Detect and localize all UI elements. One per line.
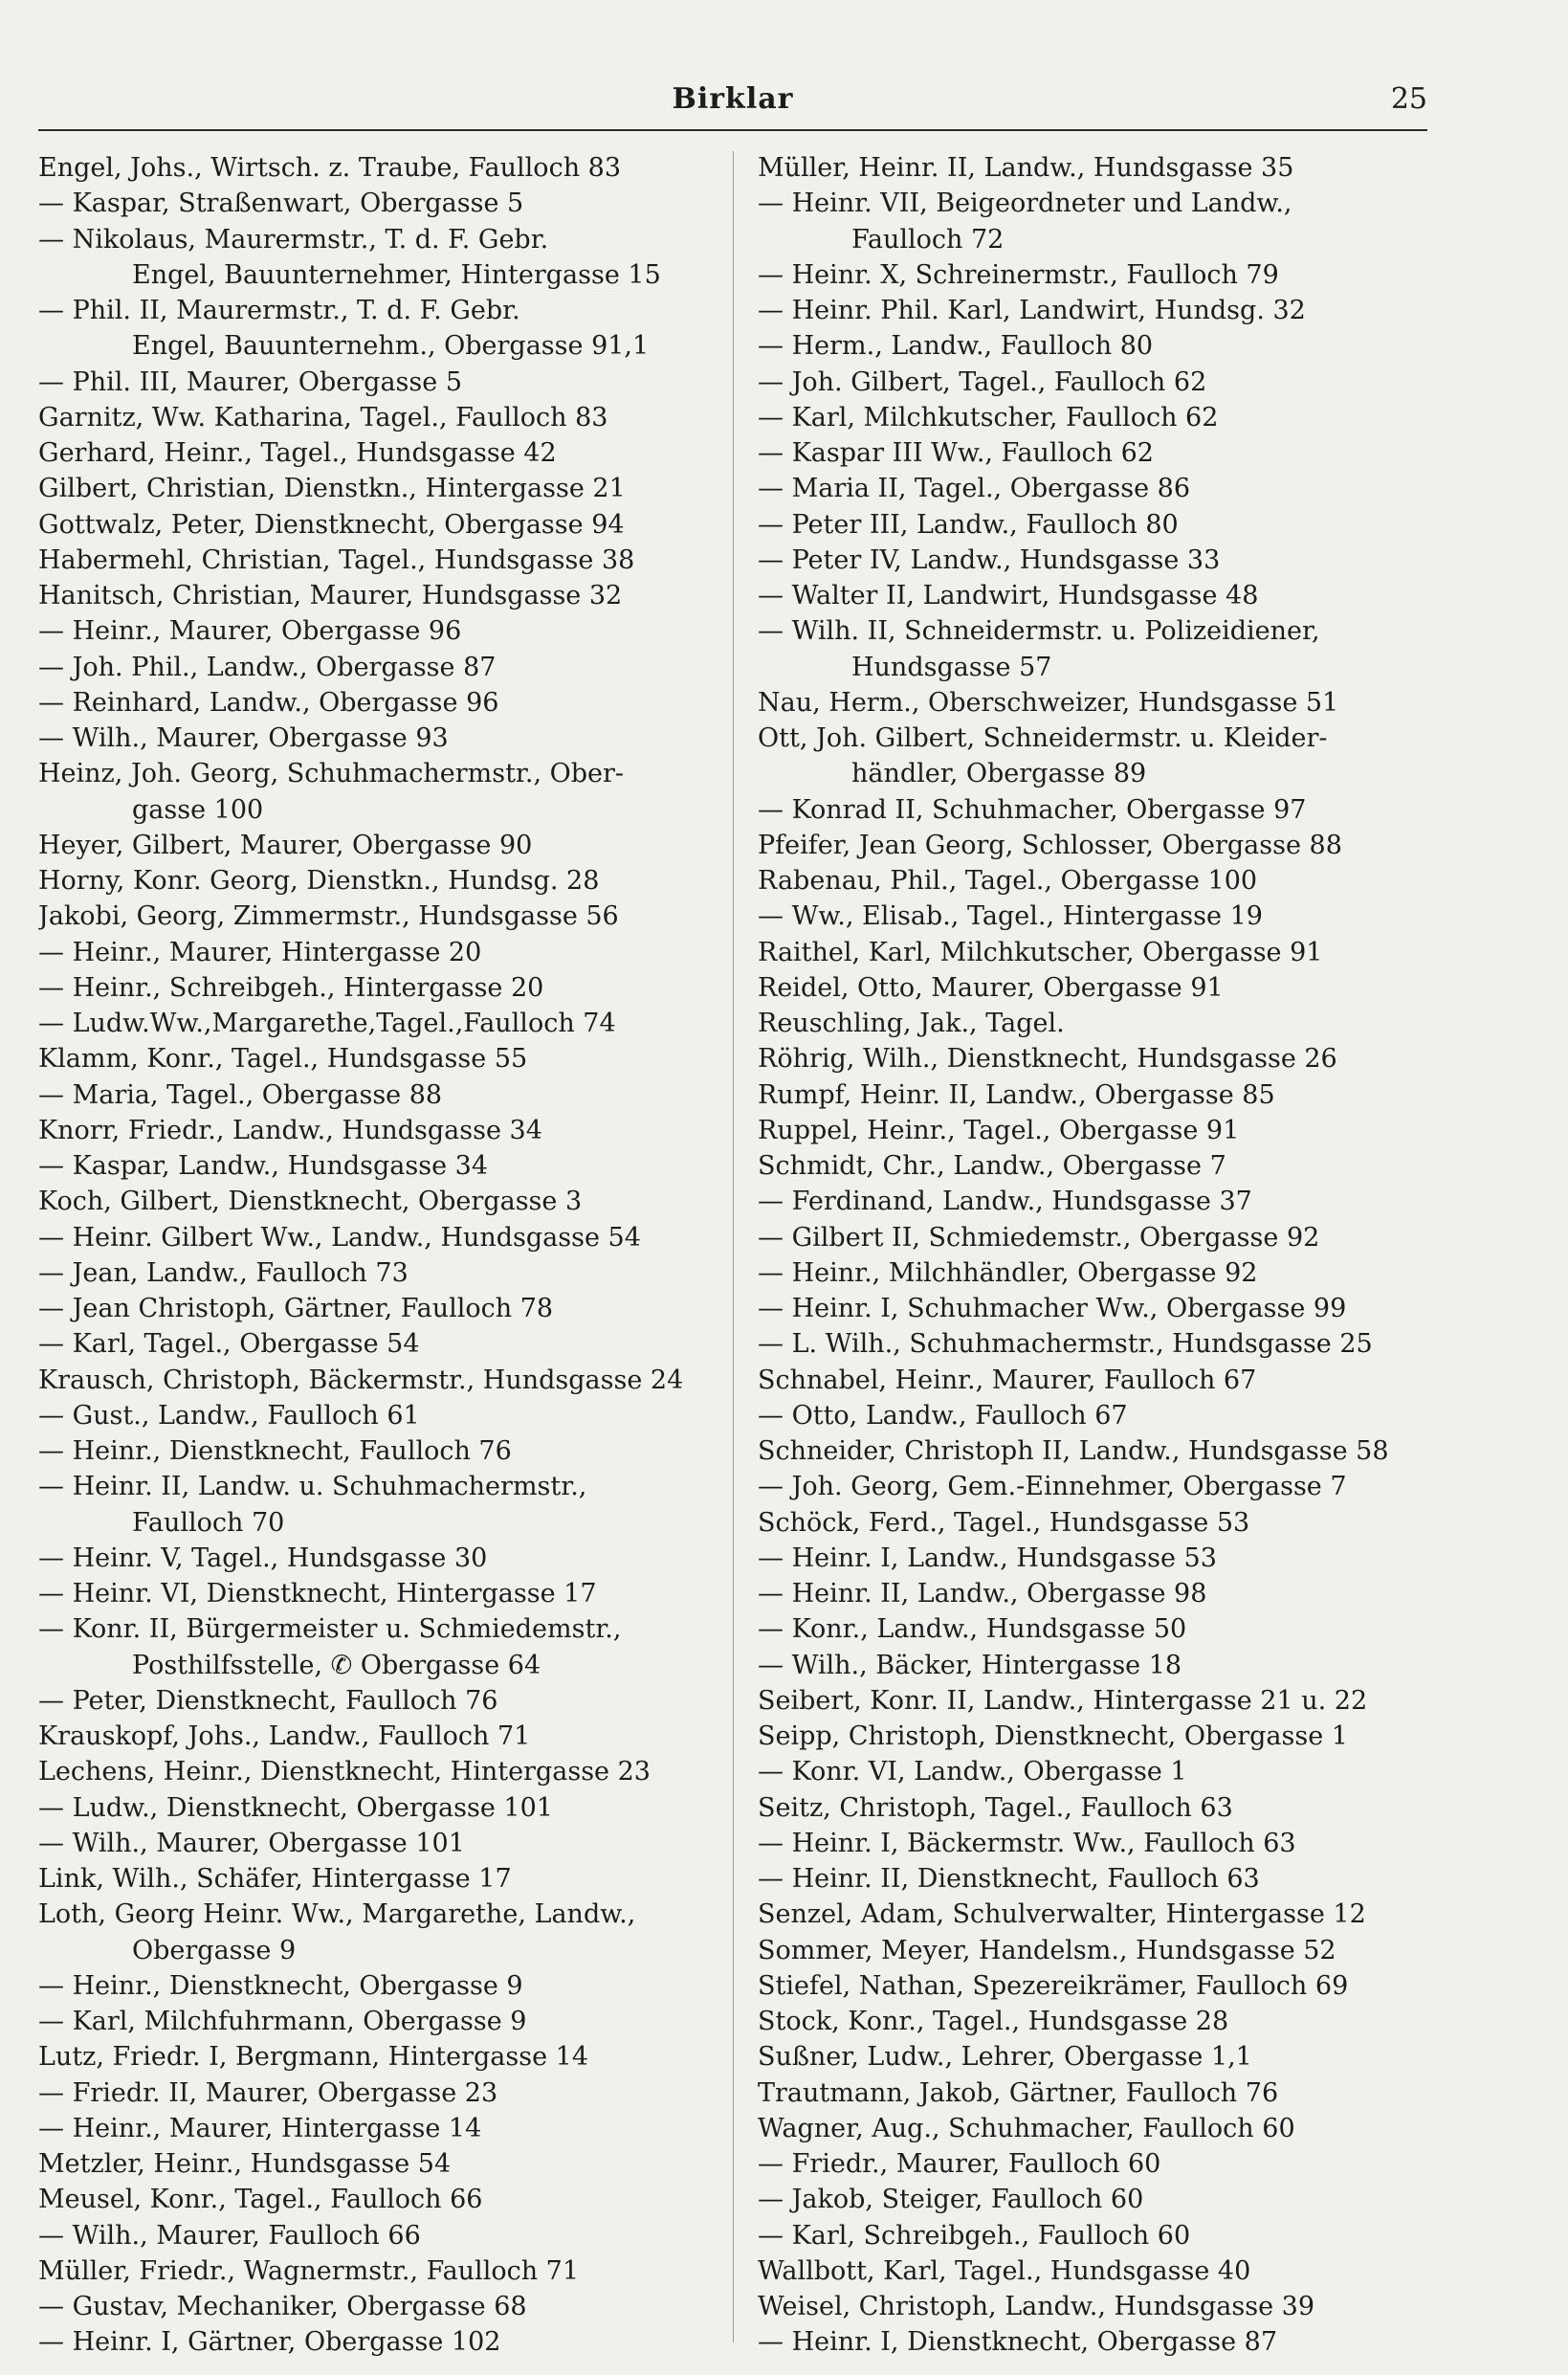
directory-entry-line: Sußner, Ludw., Lehrer, Obergasse 1,1: [758, 2042, 1252, 2073]
directory-entry-line: Rabenau, Phil., Tagel., Obergasse 100: [758, 866, 1258, 896]
directory-entry-line: Koch, Gilbert, Dienstknecht, Obergasse 3: [38, 1187, 583, 1217]
directory-entry-line: — Konrad II, Schuhmacher, Obergasse 97: [758, 794, 1307, 825]
directory-entry-line: Sommer, Meyer, Handelsm., Hundsgasse 52: [758, 1935, 1336, 1965]
directory-entry-line: — Nikolaus, Maurermstr., T. d. F. Gebr.: [38, 224, 549, 255]
directory-entry-line: Horny, Konr. Georg, Dienstkn., Hundsg. 28: [38, 866, 600, 896]
directory-entry-line: — Wilh., Maurer, Obergasse 93: [38, 723, 449, 753]
directory-entry-line: — Gilbert II, Schmiedemstr., Obergasse 92: [758, 1222, 1320, 1253]
directory-entry-line: Seibert, Konr. II, Landw., Hintergasse 21 u. 22: [758, 1685, 1368, 1716]
directory-entry-line: — Peter IV, Landw., Hundsgasse 33: [758, 544, 1221, 575]
directory-entry-line: — Heinr., Maurer, Hintergasse 14: [38, 2113, 482, 2143]
directory-entry-line: Weisel, Christoph, Landw., Hundsgasse 39: [758, 2292, 1315, 2321]
directory-entry-line: Faulloch 72: [851, 224, 1005, 255]
directory-entry-line: — Wilh., Maurer, Faulloch 66: [38, 2220, 421, 2251]
directory-entry-line: — Kaspar III Ww., Faulloch 62: [758, 438, 1154, 468]
directory-entry-line: Ott, Joh. Gilbert, Schneidermstr. u. Kleider-: [758, 723, 1328, 753]
directory-entry-line: — Wilh., Bäcker, Hintergasse 18: [758, 1650, 1182, 1680]
directory-entry-line: Engel, Johs., Wirtsch. z. Traube, Faulloch 83: [38, 153, 622, 183]
directory-entry-line: Trautmann, Jakob, Gärtner, Faulloch 76: [758, 2077, 1279, 2108]
directory-entry-line: — Jakob, Steiger, Faulloch 60: [758, 2185, 1144, 2215]
directory-entry-line: Meusel, Konr., Tagel., Faulloch 66: [38, 2185, 483, 2215]
directory-entry-line: Habermehl, Christian, Tagel., Hundsgasse 38: [38, 544, 635, 575]
directory-entry-line: — Jean Christoph, Gärtner, Faulloch 78: [38, 1294, 554, 1323]
header-rule: [38, 129, 1427, 131]
directory-entry-line: — Wilh. II, Schneidermstr. u. Polizeidiener,: [758, 616, 1320, 647]
directory-entry-line: Seitz, Christoph, Tagel., Faulloch 63: [758, 1792, 1233, 1823]
directory-entry-line: — Karl, Milchfuhrmann, Obergasse 9: [38, 2007, 527, 2036]
directory-entry-line: Gottwalz, Peter, Dienstknecht, Obergasse 94: [38, 509, 625, 540]
left-column: [38, 150, 718, 2361]
directory-entry-line: Stiefel, Nathan, Spezereikrämer, Faulloch 69: [758, 1970, 1349, 2001]
directory-entry-line: Schnabel, Heinr., Maurer, Faulloch 67: [758, 1365, 1257, 1395]
directory-entry-line: — Karl, Schreibgeh., Faulloch 60: [758, 2220, 1191, 2251]
directory-entry-line: Müller, Friedr., Wagnermstr., Faulloch 71: [38, 2255, 580, 2286]
directory-entry-line: — Heinr. I, Landw., Hundsgasse 53: [758, 1543, 1217, 1573]
directory-entry-line: Posthilfsstelle, ✆ Obergasse 64: [132, 1650, 541, 1680]
directory-entry-line: Lutz, Friedr. I, Bergmann, Hintergasse 14: [38, 2042, 589, 2073]
directory-entry-line: — Otto, Landw., Faulloch 67: [758, 1400, 1128, 1431]
directory-entry-line: — Maria, Tagel., Obergasse 88: [38, 1079, 443, 1110]
directory-entry-line: — Heinr. II, Landw., Obergasse 98: [758, 1579, 1207, 1609]
page-number: 25: [1390, 82, 1427, 116]
column-divider: [733, 151, 734, 2342]
directory-entry-line: Röhrig, Wilh., Dienstknecht, Hundsgasse 26: [758, 1044, 1337, 1075]
directory-entry-line: — Maria II, Tagel., Obergasse 86: [758, 474, 1191, 504]
directory-entry-line: Garnitz, Ww. Katharina, Tagel., Faulloch 83: [38, 402, 608, 433]
directory-entry-line: — Heinr. I, Schuhmacher Ww., Obergasse 99: [758, 1294, 1347, 1323]
directory-entry-line: — Joh. Gilbert, Tagel., Faulloch 62: [758, 366, 1207, 397]
directory-entry-line: — Ludw.Ww.,Margarethe,Tagel.,Faulloch 74: [38, 1009, 616, 1038]
directory-entry-line: — Karl, Tagel., Obergasse 54: [38, 1329, 420, 1360]
directory-entry-line: Faulloch 70: [132, 1507, 285, 1538]
directory-entry-line: Ruppel, Heinr., Tagel., Obergasse 91: [758, 1115, 1240, 1145]
directory-entry-line: — Wilh., Maurer, Obergasse 101: [38, 1828, 465, 1858]
directory-entry-line: Rumpf, Heinr. II, Landw., Obergasse 85: [758, 1079, 1275, 1110]
directory-entry-line: Obergasse 9: [132, 1935, 297, 1965]
directory-entry-line: — Heinr. VI, Dienstknecht, Hintergasse 17: [38, 1579, 597, 1609]
directory-entry-line: — Joh. Phil., Landw., Obergasse 87: [38, 652, 497, 682]
directory-entry-line: Jakobi, Georg, Zimmermstr., Hundsgasse 56: [38, 901, 619, 932]
directory-entry-line: Müller, Heinr. II, Landw., Hundsgasse 35: [758, 153, 1294, 183]
directory-entry-line: Raithel, Karl, Milchkutscher, Obergasse 91: [758, 937, 1323, 967]
directory-entry-line: — Heinr. I, Dienstknecht, Obergasse 87: [758, 2327, 1277, 2358]
directory-entry-line: händler, Obergasse 89: [851, 759, 1147, 789]
directory-entry-line: Senzel, Adam, Schulverwalter, Hintergasse 12: [758, 1899, 1366, 1930]
directory-entry-line: — Gust., Landw., Faulloch 61: [38, 1400, 420, 1431]
directory-entry-line: Engel, Bauunternehm., Obergasse 91,1: [132, 331, 650, 362]
directory-entry-line: Wallbott, Karl, Tagel., Hundsgasse 40: [758, 2255, 1251, 2286]
directory-entry-line: — Peter III, Landw., Faulloch 80: [758, 509, 1179, 540]
directory-entry-line: Gerhard, Heinr., Tagel., Hundsgasse 42: [38, 438, 557, 468]
page-header: [38, 82, 1427, 130]
directory-entry-line: — Heinr. II, Landw. u. Schuhmachermstr.,: [38, 1472, 587, 1502]
directory-entry-line: Knorr, Friedr., Landw., Hundsgasse 34: [38, 1115, 542, 1145]
directory-entry-line: — Heinr. Phil. Karl, Landwirt, Hundsg. 32: [758, 296, 1306, 325]
directory-entry-line: — Joh. Georg, Gem.-Einnehmer, Obergasse 7: [758, 1472, 1347, 1502]
directory-entry-line: — Heinr., Schreibgeh., Hintergasse 20: [38, 972, 544, 1003]
directory-entry-line: — Heinr. V, Tagel., Hundsgasse 30: [38, 1543, 488, 1573]
directory-entry-line: — Walter II, Landwirt, Hundsgasse 48: [758, 581, 1259, 610]
directory-entry-line: — Phil. II, Maurermstr., T. d. F. Gebr.: [38, 296, 520, 325]
directory-entry-line: — Friedr., Maurer, Faulloch 60: [758, 2149, 1161, 2179]
directory-entry-line: — Friedr. II, Maurer, Obergasse 23: [38, 2077, 498, 2108]
directory-entry-line: Metzler, Heinr., Hundsgasse 54: [38, 2149, 452, 2179]
directory-entry-line: — Reinhard, Landw., Obergasse 96: [38, 687, 499, 718]
page-title: Birklar: [672, 82, 794, 116]
directory-entry-line: — L. Wilh., Schuhmachermstr., Hundsgasse 25: [758, 1329, 1373, 1360]
directory-entry-line: — Konr., Landw., Hundsgasse 50: [758, 1614, 1187, 1645]
directory-entry-line: Reuschling, Jak., Tagel.: [758, 1009, 1065, 1038]
right-column: [758, 150, 1432, 2361]
directory-entry-line: — Konr. II, Bürgermeister u. Schmiedemstr.,: [38, 1614, 622, 1645]
directory-entry-line: — Peter, Dienstknecht, Faulloch 76: [38, 1685, 498, 1716]
directory-entry-line: Stock, Konr., Tagel., Hundsgasse 28: [758, 2007, 1229, 2036]
directory-entry-line: Reidel, Otto, Maurer, Obergasse 91: [758, 972, 1224, 1003]
directory-entry-line: — Heinr., Maurer, Hintergasse 20: [38, 937, 482, 967]
directory-entry-line: gasse 100: [132, 794, 264, 825]
directory-entry-line: Hanitsch, Christian, Maurer, Hundsgasse 32: [38, 581, 623, 610]
directory-entry-line: Klamm, Konr., Tagel., Hundsgasse 55: [38, 1044, 528, 1075]
directory-entry-line: — Ludw., Dienstknecht, Obergasse 101: [38, 1792, 553, 1823]
directory-entry-line: — Heinr. X, Schreinermstr., Faulloch 79: [758, 259, 1279, 290]
directory-entry-line: Krauskopf, Johs., Landw., Faulloch 71: [38, 1721, 531, 1751]
directory-entry-line: — Ferdinand, Landw., Hundsgasse 37: [758, 1187, 1252, 1217]
directory-entry-line: — Konr. VI, Landw., Obergasse 1: [758, 1757, 1187, 1787]
directory-entry-line: — Heinr. II, Dienstknecht, Faulloch 63: [758, 1864, 1260, 1894]
directory-entry-line: Link, Wilh., Schäfer, Hintergasse 17: [38, 1864, 512, 1894]
directory-entry-line: Schöck, Ferd., Tagel., Hundsgasse 53: [758, 1507, 1250, 1538]
directory-entry-line: Pfeifer, Jean Georg, Schlosser, Obergasse 88: [758, 830, 1342, 860]
directory-entry-line: — Kaspar, Straßenwart, Obergasse 5: [38, 189, 524, 219]
directory-entry-line: Hundsgasse 57: [851, 652, 1052, 682]
directory-entry-line: Seipp, Christoph, Dienstknecht, Obergasse 1: [758, 1721, 1348, 1751]
directory-entry-line: — Heinr. I, Bäckermstr. Ww., Faulloch 63: [758, 1828, 1296, 1858]
directory-entry-line: Schmidt, Chr., Landw., Obergasse 7: [758, 1151, 1226, 1181]
directory-entry-line: — Kaspar, Landw., Hundsgasse 34: [38, 1151, 489, 1181]
directory-entry-line: — Herm., Landw., Faulloch 80: [758, 331, 1154, 362]
directory-entry-line: — Gustav, Mechaniker, Obergasse 68: [38, 2292, 527, 2321]
directory-entry-line: Gilbert, Christian, Dienstkn., Hintergasse 21: [38, 474, 626, 504]
directory-entry-line: Lechens, Heinr., Dienstknecht, Hintergasse 23: [38, 1757, 651, 1787]
directory-entry-line: Engel, Bauunternehmer, Hintergasse 15: [132, 259, 661, 290]
directory-entry-line: — Heinr. VII, Beigeordneter und Landw.,: [758, 189, 1292, 219]
directory-entry-line: Heyer, Gilbert, Maurer, Obergasse 90: [38, 830, 533, 860]
directory-entry-line: Heinz, Joh. Georg, Schuhmachermstr., Ober-: [38, 759, 625, 789]
directory-entry-line: Nau, Herm., Oberschweizer, Hundsgasse 51: [758, 687, 1339, 718]
directory-entry-line: — Jean, Landw., Faulloch 73: [38, 1257, 409, 1288]
directory-entry-line: Wagner, Aug., Schuhmacher, Faulloch 60: [758, 2113, 1295, 2143]
directory-entry-line: — Heinr., Maurer, Obergasse 96: [38, 616, 462, 647]
directory-entry-line: — Heinr., Milchhändler, Obergasse 92: [758, 1257, 1258, 1288]
directory-entry-line: — Heinr., Dienstknecht, Faulloch 76: [38, 1436, 512, 1466]
directory-entry-line: — Phil. III, Maurer, Obergasse 5: [38, 366, 462, 397]
directory-entry-line: Loth, Georg Heinr. Ww., Margarethe, Landw.,: [38, 1899, 636, 1930]
directory-entry-line: Schneider, Christoph II, Landw., Hundsgasse 58: [758, 1436, 1389, 1466]
directory-entry-line: Krausch, Christoph, Bäckermstr., Hundsgasse 24: [38, 1365, 684, 1395]
directory-entry-line: — Heinr., Dienstknecht, Obergasse 9: [38, 1970, 523, 2001]
directory-entry-line: — Ww., Elisab., Tagel., Hintergasse 19: [758, 901, 1263, 932]
directory-entry-line: — Heinr. I, Gärtner, Obergasse 102: [38, 2327, 501, 2358]
directory-entry-line: — Heinr. Gilbert Ww., Landw., Hundsgasse 54: [38, 1222, 641, 1253]
directory-entry-line: — Karl, Milchkutscher, Faulloch 62: [758, 402, 1219, 433]
